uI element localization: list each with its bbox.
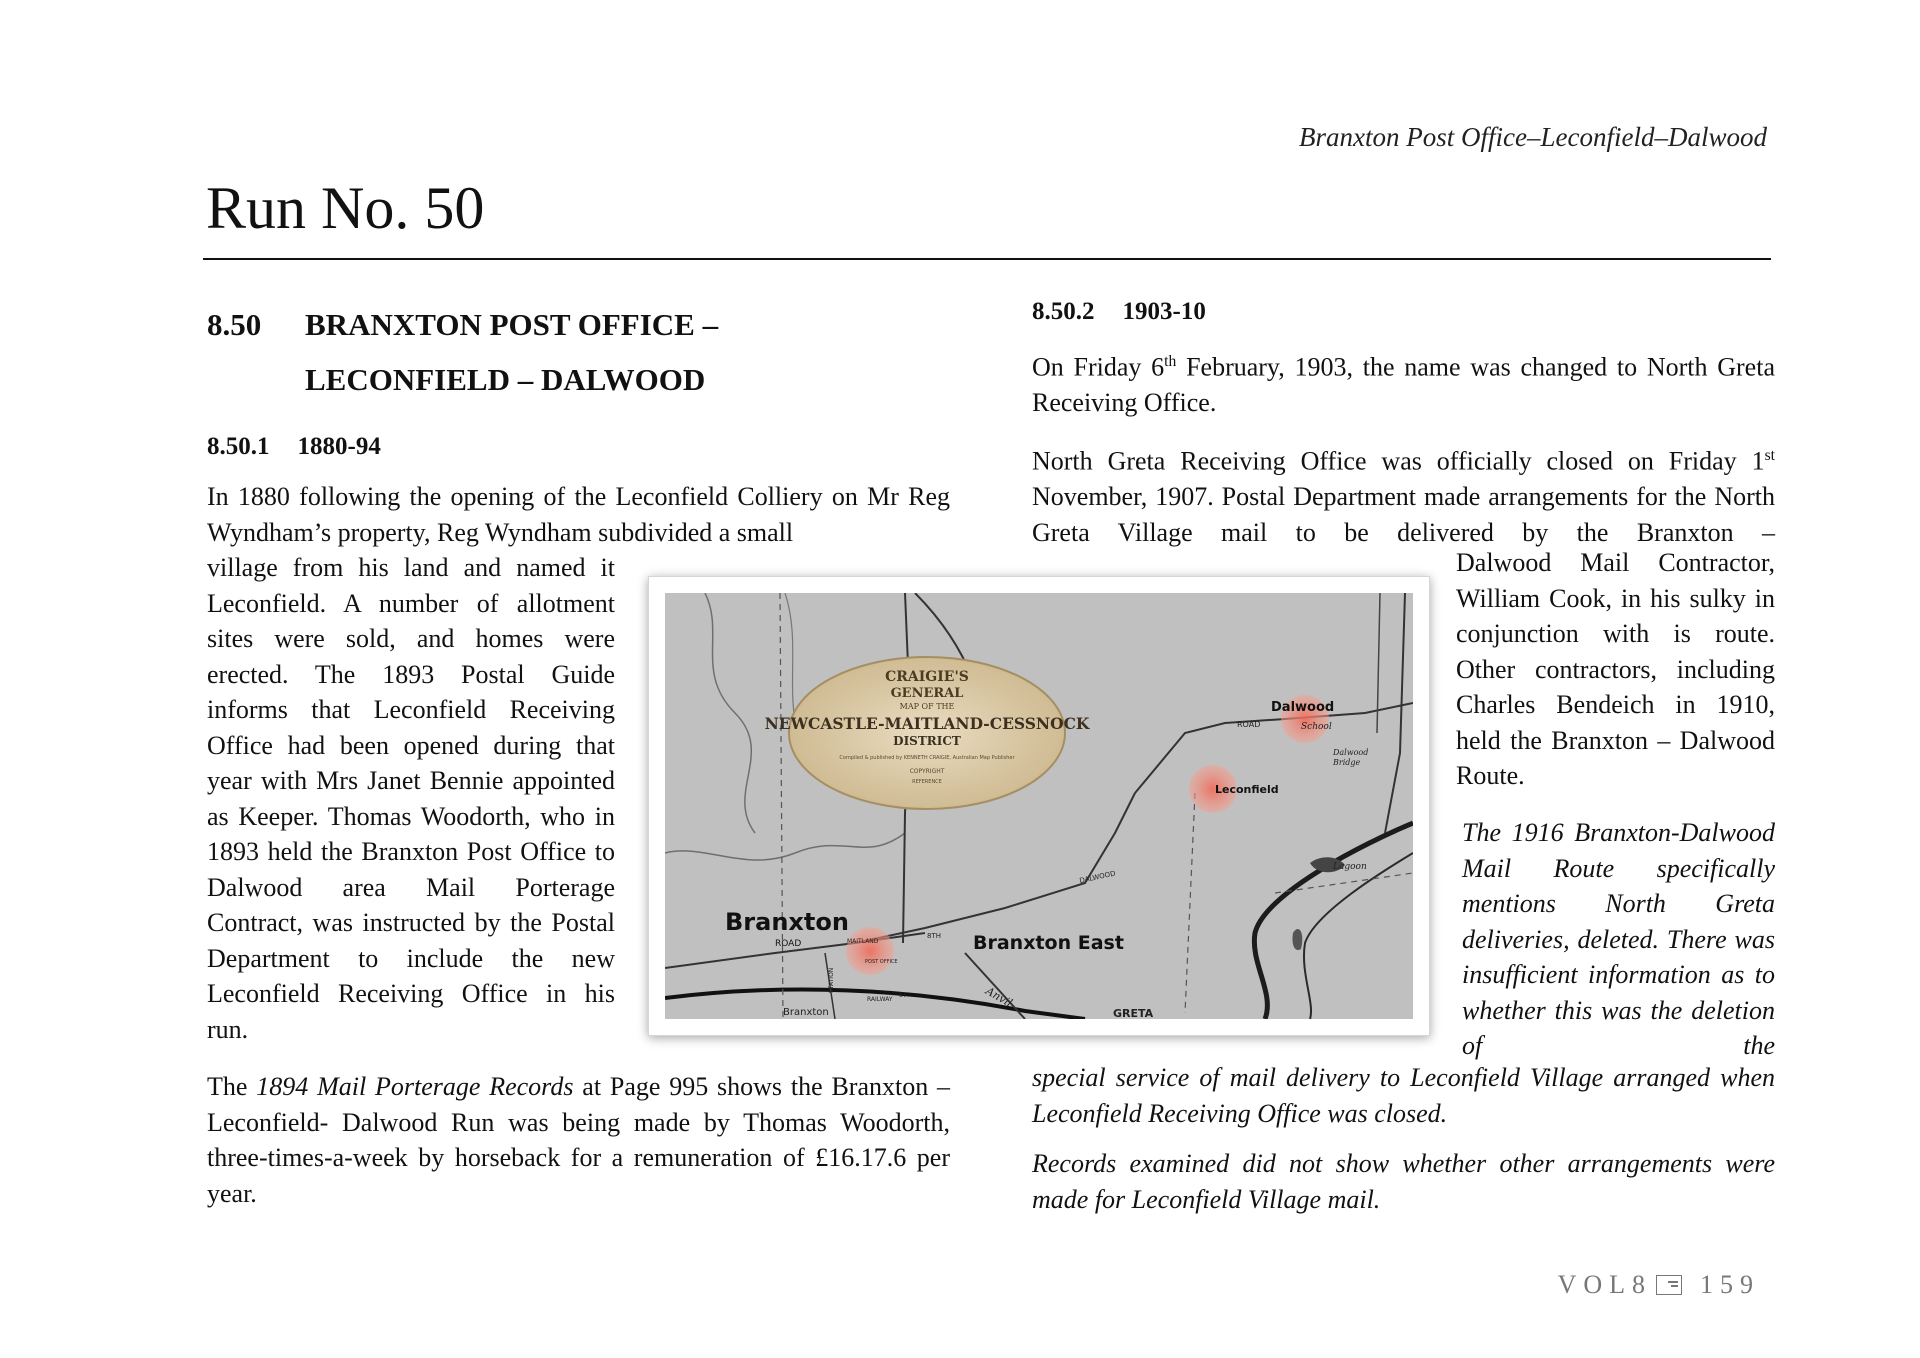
left-paragraph-1-narrow: village from his land and named it Leconfield. A number of allotment sites were sold, and homes were erected. The 1893 Postal Guide informs that Leconfield Receiving Office had been opened during that year with Mrs Janet Bennie appointed as Keeper. Thomas Woodorth, who in 1893 held the Branxton Post Office to Dalwood area Mail Porterage Contract, was instructed by the Postal Department to include the new Leconfield Receiving Office in his run.: [207, 553, 615, 1044]
right-paragraph-2-narrow: Dalwood Mail Contractor, William Cook, in his sulky in conjunction with is route. Other contractors, including Charles Bendeich in 1910, held the Branxton – Dalwood Route.: [1456, 548, 1775, 790]
title-rule: [203, 258, 1771, 260]
page-number: 159: [1700, 1270, 1760, 1299]
right-paragraph-4: Records examined did not show whether other arrangements were made for Leconfield Village mail.: [1032, 1149, 1775, 1214]
text-run: November, 1907. Postal Department made arrangements for the North Greta Village mail to be delivered by the Branxton –: [1032, 482, 1775, 547]
map-label-8th: 8TH: [927, 932, 941, 940]
subsection-heading-1880: [207, 433, 381, 461]
map-label-dalwood-bridge: Dalwood: [1333, 748, 1369, 757]
right-paragraph-2: [1032, 438, 1775, 550]
map-label-lagoon: Lagoon: [1333, 862, 1367, 872]
map-label-dalwood-road: DALWOOD: [1078, 869, 1117, 885]
map-label-road: ROAD: [775, 939, 802, 949]
map-label-anvil: Anvil: [983, 984, 1015, 1010]
subsection-number: 8.50.2: [1032, 298, 1095, 325]
subsection-number: 8.50.1: [207, 433, 270, 460]
text-run: The: [207, 1072, 257, 1101]
map-label-branxton-east: Branxton East: [973, 932, 1124, 954]
map-figure: [648, 576, 1430, 1036]
seal-text: GENERAL: [890, 686, 964, 701]
text-run: February, 1903, the name was changed to North Greta Receiving Office.: [1032, 352, 1775, 418]
ordinal-suffix: th: [1164, 353, 1177, 370]
map-label-dalwood-bridge: Bridge: [1333, 758, 1361, 767]
envelope-icon: [1656, 1275, 1682, 1295]
ordinal-suffix: st: [1764, 447, 1775, 464]
right-paragraph-3-narrow: The 1916 Branxton-Dalwood Mail Route specifically mentions North Greta deliveries, deleted. There was insufficient information as to whether this was the deletion of the: [1462, 818, 1775, 1060]
right-paragraph-1: [1032, 344, 1775, 421]
text-run: On Friday 6: [1032, 352, 1165, 382]
map-label-greta: GRETA: [1113, 1007, 1154, 1019]
map-label-st: ST: [899, 992, 907, 999]
section-title-line1: BRANXTON POST OFFICE –: [305, 307, 719, 342]
map-label-branxton: Branxton: [725, 908, 849, 936]
map-label-post-office: POST OFFICE: [865, 959, 898, 965]
seal-text: NEWCASTLE-MAITLAND-CESSNOCK: [764, 714, 1090, 733]
subsection-heading-1903: [1032, 298, 1206, 326]
subsection-title: 1903-10: [1122, 298, 1206, 325]
page-footer: [1558, 1270, 1760, 1300]
map-shade: [665, 593, 1413, 1019]
lagoon-small: [1292, 929, 1302, 950]
run-title: Run No. 50: [206, 175, 485, 241]
volume-label: VOL8: [1557, 1270, 1652, 1299]
map-label-road: ROAD: [1237, 720, 1261, 729]
seal-text: REFERENCE: [912, 779, 942, 785]
map-label-railway: RAILWAY: [867, 996, 893, 1003]
section-number: 8.50: [207, 307, 262, 342]
seal-text: Compiled & published by KENNETH CRAIGIE, Australian Map Publisher: [839, 755, 1015, 761]
seal-text: COPYRIGHT: [909, 768, 945, 775]
map-label-station: STATION: [828, 967, 835, 993]
italic-citation: 1894 Mail Porterage Records: [256, 1072, 574, 1101]
map-label-school: School: [1301, 722, 1332, 732]
running-head: Branxton Post Office–Leconfield–Dalwood: [1299, 122, 1767, 152]
left-paragraph-1-full: In 1880 following the opening of the Leconfield Colliery on Mr Reg Wyndham’s property, Reg Wyndham subdivided a small: [207, 482, 950, 547]
section-title-line2: LECONFIELD – DALWOOD: [305, 362, 706, 397]
text-run: at Page 995 shows the Branxton – Leconfield- Dalwood Run was being made by Thomas Woodorth, three-times-a-week by horseback for a remuneration of £16.17.6 per year.: [207, 1072, 951, 1208]
map-label-maitland: MAITLAND: [847, 938, 879, 945]
right-paragraph-3-full: special service of mail delivery to Leconfield Village arranged when Leconfield Receiving Office was closed.: [1032, 1063, 1775, 1128]
text-run: North Greta Receiving Office was officially closed on Friday 1: [1032, 446, 1765, 476]
map-label-dalwood: Dalwood: [1271, 700, 1335, 715]
seal-text: CRAIGIE'S: [885, 669, 969, 685]
subsection-title: 1880-94: [297, 433, 381, 460]
seal-text: MAP OF THE: [899, 702, 955, 711]
highlight-marker-branxton-po: [846, 927, 894, 975]
map-label-leconfield: Leconfield: [1215, 783, 1279, 796]
seal-text: DISTRICT: [893, 734, 961, 748]
map-label-branxton-station: Branxton: [783, 1007, 829, 1018]
left-paragraph-2: [207, 1069, 950, 1211]
historic-map: [665, 593, 1413, 1019]
